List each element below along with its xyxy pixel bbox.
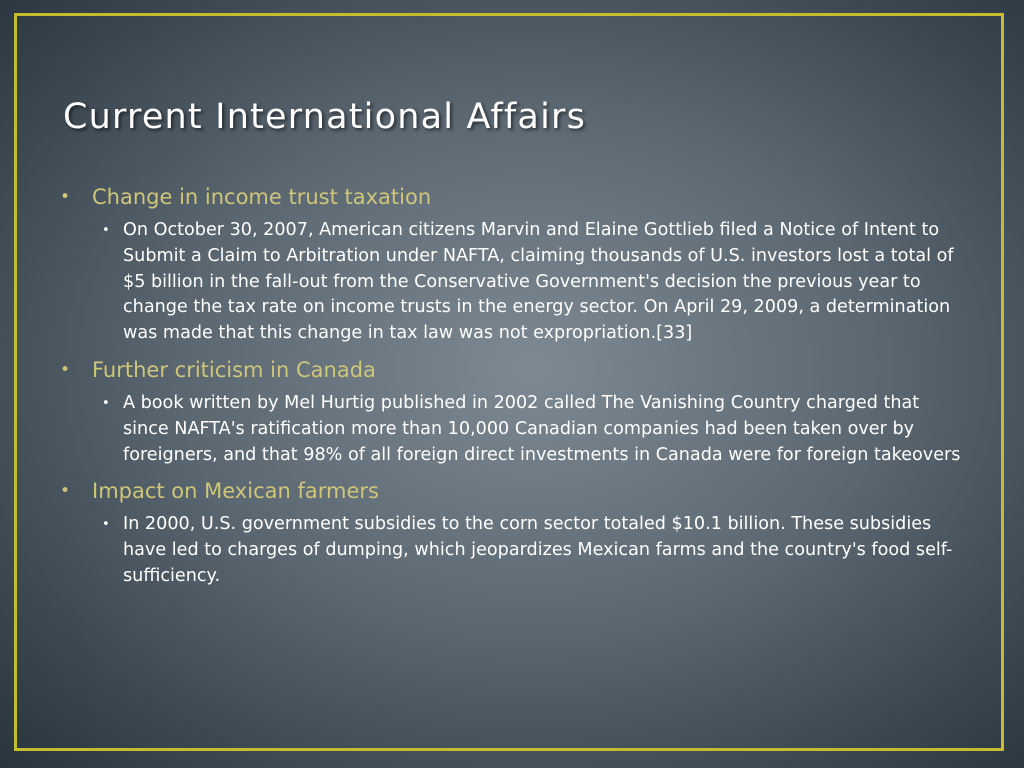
sub-bullet-dot-icon: • — [102, 223, 110, 238]
sub-bullet-dot-icon: • — [102, 517, 110, 533]
sub-bullet-text: A book written by Mel Hurtig published in 2002 called The Vanishing Country charged that since NAFTA's ratification more than 10,000 Canadian companies had been taken over by foreigners, and that 98% of all foreign direct investments in Canada were for foreign takeovers — [123, 392, 961, 465]
slide-content — [58, 182, 963, 598]
bullet-heading: Impact on Mexican farmers — [92, 479, 379, 504]
bullet-further-criticism — [58, 355, 963, 385]
bullet-heading: Change in income trust taxation — [92, 185, 432, 209]
bullet-dot-icon: • — [60, 187, 71, 207]
bullet-dot-icon: • — [60, 481, 71, 502]
bullet-heading: Further criticism in Canada — [92, 357, 376, 382]
slide-title: Current International Affairs — [63, 97, 587, 137]
bullet-mexican-farmers — [58, 476, 963, 506]
sub-bullet-corn-subsidies — [102, 512, 963, 589]
sub-bullet-text: On October 30, 2007, American citizens Marvin and Elaine Gottlieb filed a Notice of Intent to Submit a Claim to Arbitration under NAFTA, claiming thousands of U.S. investors lost a total of $5 billion in the fall-out from the Conservative Government's decision the previous year to change the tax rate on income trusts in the energy sector. On April 29, 2009, a determination was made that this change in tax law was not expropriation.[33] — [123, 220, 954, 344]
sub-bullet-text: In 2000, U.S. government subsidies to the corn sector totaled $10.1 billion. These subsidies have led to charges of dumping, which jeopardizes Mexican farms and the country's food self-sufficiency. — [123, 514, 953, 586]
sub-bullet-dot-icon: • — [102, 395, 110, 411]
bullet-dot-icon: • — [60, 359, 71, 380]
sub-bullet-hurtig-book — [102, 391, 963, 468]
sub-bullet-gottlieb-claim — [102, 218, 963, 347]
bullet-income-trust-taxation — [58, 182, 963, 212]
